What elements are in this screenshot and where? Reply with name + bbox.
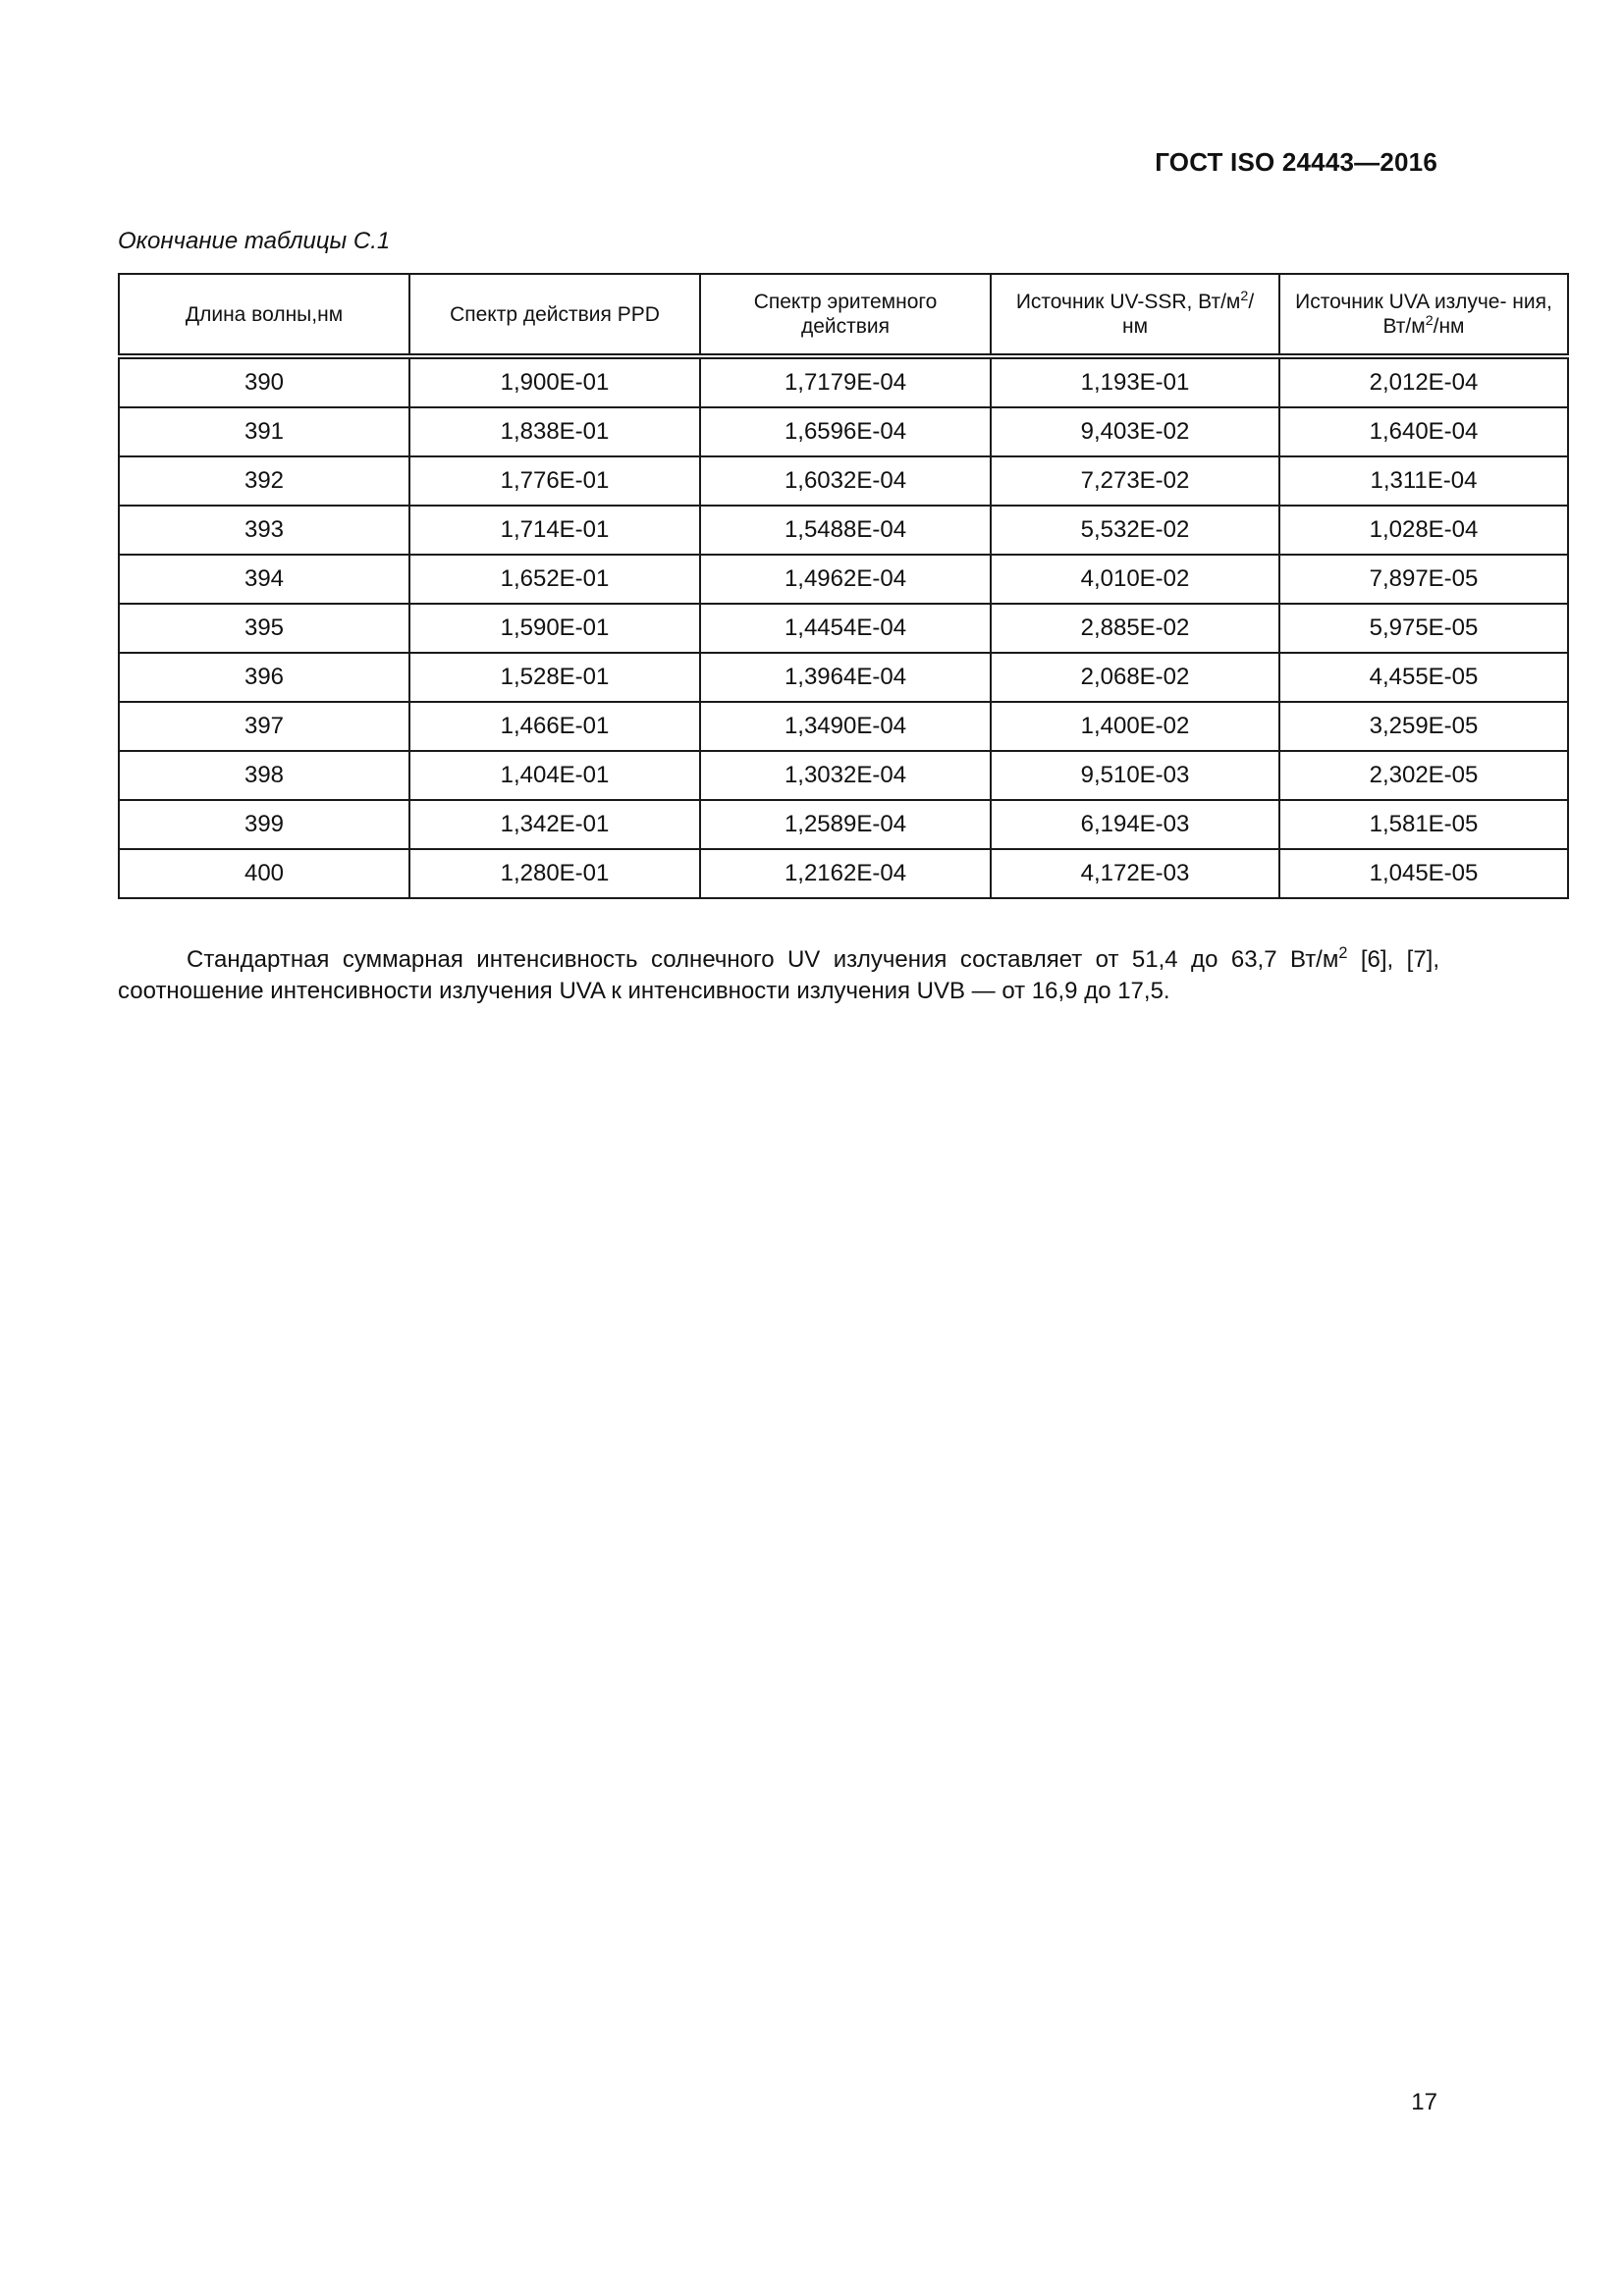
document-code-header: ГОСТ ISO 24443—2016 (1155, 147, 1437, 177)
page-number: 17 (1411, 2089, 1437, 2115)
table-row (119, 456, 1568, 506)
erythema-cell: 1,3032E-04 (700, 751, 991, 800)
erythema-cell: 1,7179E-04 (700, 356, 991, 407)
table-row (119, 407, 1568, 456)
table-row (119, 555, 1568, 604)
ppd-cell: 1,404E-01 (409, 751, 700, 800)
ppd-cell: 1,466E-01 (409, 702, 700, 751)
spectrum-data-table (118, 273, 1569, 899)
column-header-ppd-spectrum: Спектр действия PPD (409, 274, 700, 356)
ppd-cell: 1,652E-01 (409, 555, 700, 604)
uv-ssr-cell: 9,510E-03 (991, 751, 1279, 800)
erythema-cell: 1,6596E-04 (700, 407, 991, 456)
ppd-cell: 1,280E-01 (409, 849, 700, 898)
column-header-wavelength: Длина волны,нм (119, 274, 409, 356)
uva-cell: 1,028E-04 (1279, 506, 1568, 555)
ppd-cell: 1,776E-01 (409, 456, 700, 506)
ppd-cell: 1,714E-01 (409, 506, 700, 555)
uva-cell: 1,045E-05 (1279, 849, 1568, 898)
uv-ssr-cell: 7,273E-02 (991, 456, 1279, 506)
wavelength-cell: 399 (119, 800, 409, 849)
uv-ssr-cell: 1,193E-01 (991, 356, 1279, 407)
table-row (119, 604, 1568, 653)
uv-ssr-cell: 2,068E-02 (991, 653, 1279, 702)
ppd-cell: 1,900E-01 (409, 356, 700, 407)
table-row (119, 751, 1568, 800)
uva-cell: 4,455E-05 (1279, 653, 1568, 702)
column-header-uva-source: Источник UVA излуче- ния, $Вт/м^2/нм$ (1279, 274, 1568, 356)
uv-ssr-cell: 4,010E-02 (991, 555, 1279, 604)
uv-ssr-cell: 4,172E-03 (991, 849, 1279, 898)
ppd-cell: 1,838E-01 (409, 407, 700, 456)
uv-ssr-cell: 6,194E-03 (991, 800, 1279, 849)
erythema-cell: 1,2589E-04 (700, 800, 991, 849)
wavelength-cell: 393 (119, 506, 409, 555)
uva-cell: 1,640E-04 (1279, 407, 1568, 456)
column-header-erythema-spectrum: Спектр эритемного действия (700, 274, 991, 356)
wavelength-cell: 390 (119, 356, 409, 407)
uva-cell: 5,975E-05 (1279, 604, 1568, 653)
ppd-cell: 1,590E-01 (409, 604, 700, 653)
erythema-cell: 1,4454E-04 (700, 604, 991, 653)
ppd-cell: 1,528E-01 (409, 653, 700, 702)
erythema-cell: 1,3964E-04 (700, 653, 991, 702)
table-row (119, 653, 1568, 702)
table-row (119, 702, 1568, 751)
erythema-cell: 1,3490E-04 (700, 702, 991, 751)
uva-cell: 3,259E-05 (1279, 702, 1568, 751)
uv-ssr-cell: 5,532E-02 (991, 506, 1279, 555)
wavelength-cell: 400 (119, 849, 409, 898)
table-row (119, 356, 1568, 407)
table-row (119, 849, 1568, 898)
table-row (119, 800, 1568, 849)
note-paragraph: Стандартная суммарная интенсивность солнечного UV излучения составляет от 51,4 до 63,7 $Вт/м^2$ [6], [7], соотношение интенсивности излучения UVA к интенсивности излучения UVB — от 16,9 до 17,5. (118, 944, 1439, 1004)
erythema-cell: 1,5488E-04 (700, 506, 991, 555)
wavelength-cell: 397 (119, 702, 409, 751)
erythema-cell: 1,6032E-04 (700, 456, 991, 506)
uva-cell: 2,302E-05 (1279, 751, 1568, 800)
table-header-row (119, 274, 1568, 356)
wavelength-cell: 392 (119, 456, 409, 506)
erythema-cell: 1,4962E-04 (700, 555, 991, 604)
ppd-cell: 1,342E-01 (409, 800, 700, 849)
table-row (119, 506, 1568, 555)
wavelength-cell: 395 (119, 604, 409, 653)
wavelength-cell: 396 (119, 653, 409, 702)
table-caption: Окончание таблицы С.1 (118, 228, 391, 254)
wavelength-cell: 391 (119, 407, 409, 456)
uv-ssr-cell: 2,885E-02 (991, 604, 1279, 653)
uva-cell: 7,897E-05 (1279, 555, 1568, 604)
uv-ssr-cell: 1,400E-02 (991, 702, 1279, 751)
uv-ssr-cell: 9,403E-02 (991, 407, 1279, 456)
uva-cell: 1,311E-04 (1279, 456, 1568, 506)
wavelength-cell: 394 (119, 555, 409, 604)
uva-cell: 2,012E-04 (1279, 356, 1568, 407)
erythema-cell: 1,2162E-04 (700, 849, 991, 898)
column-header-uv-ssr-source: Источник UV-SSR, $Вт/м^2/нм$ (991, 274, 1279, 356)
table-body (119, 356, 1568, 898)
wavelength-cell: 398 (119, 751, 409, 800)
uva-cell: 1,581E-05 (1279, 800, 1568, 849)
